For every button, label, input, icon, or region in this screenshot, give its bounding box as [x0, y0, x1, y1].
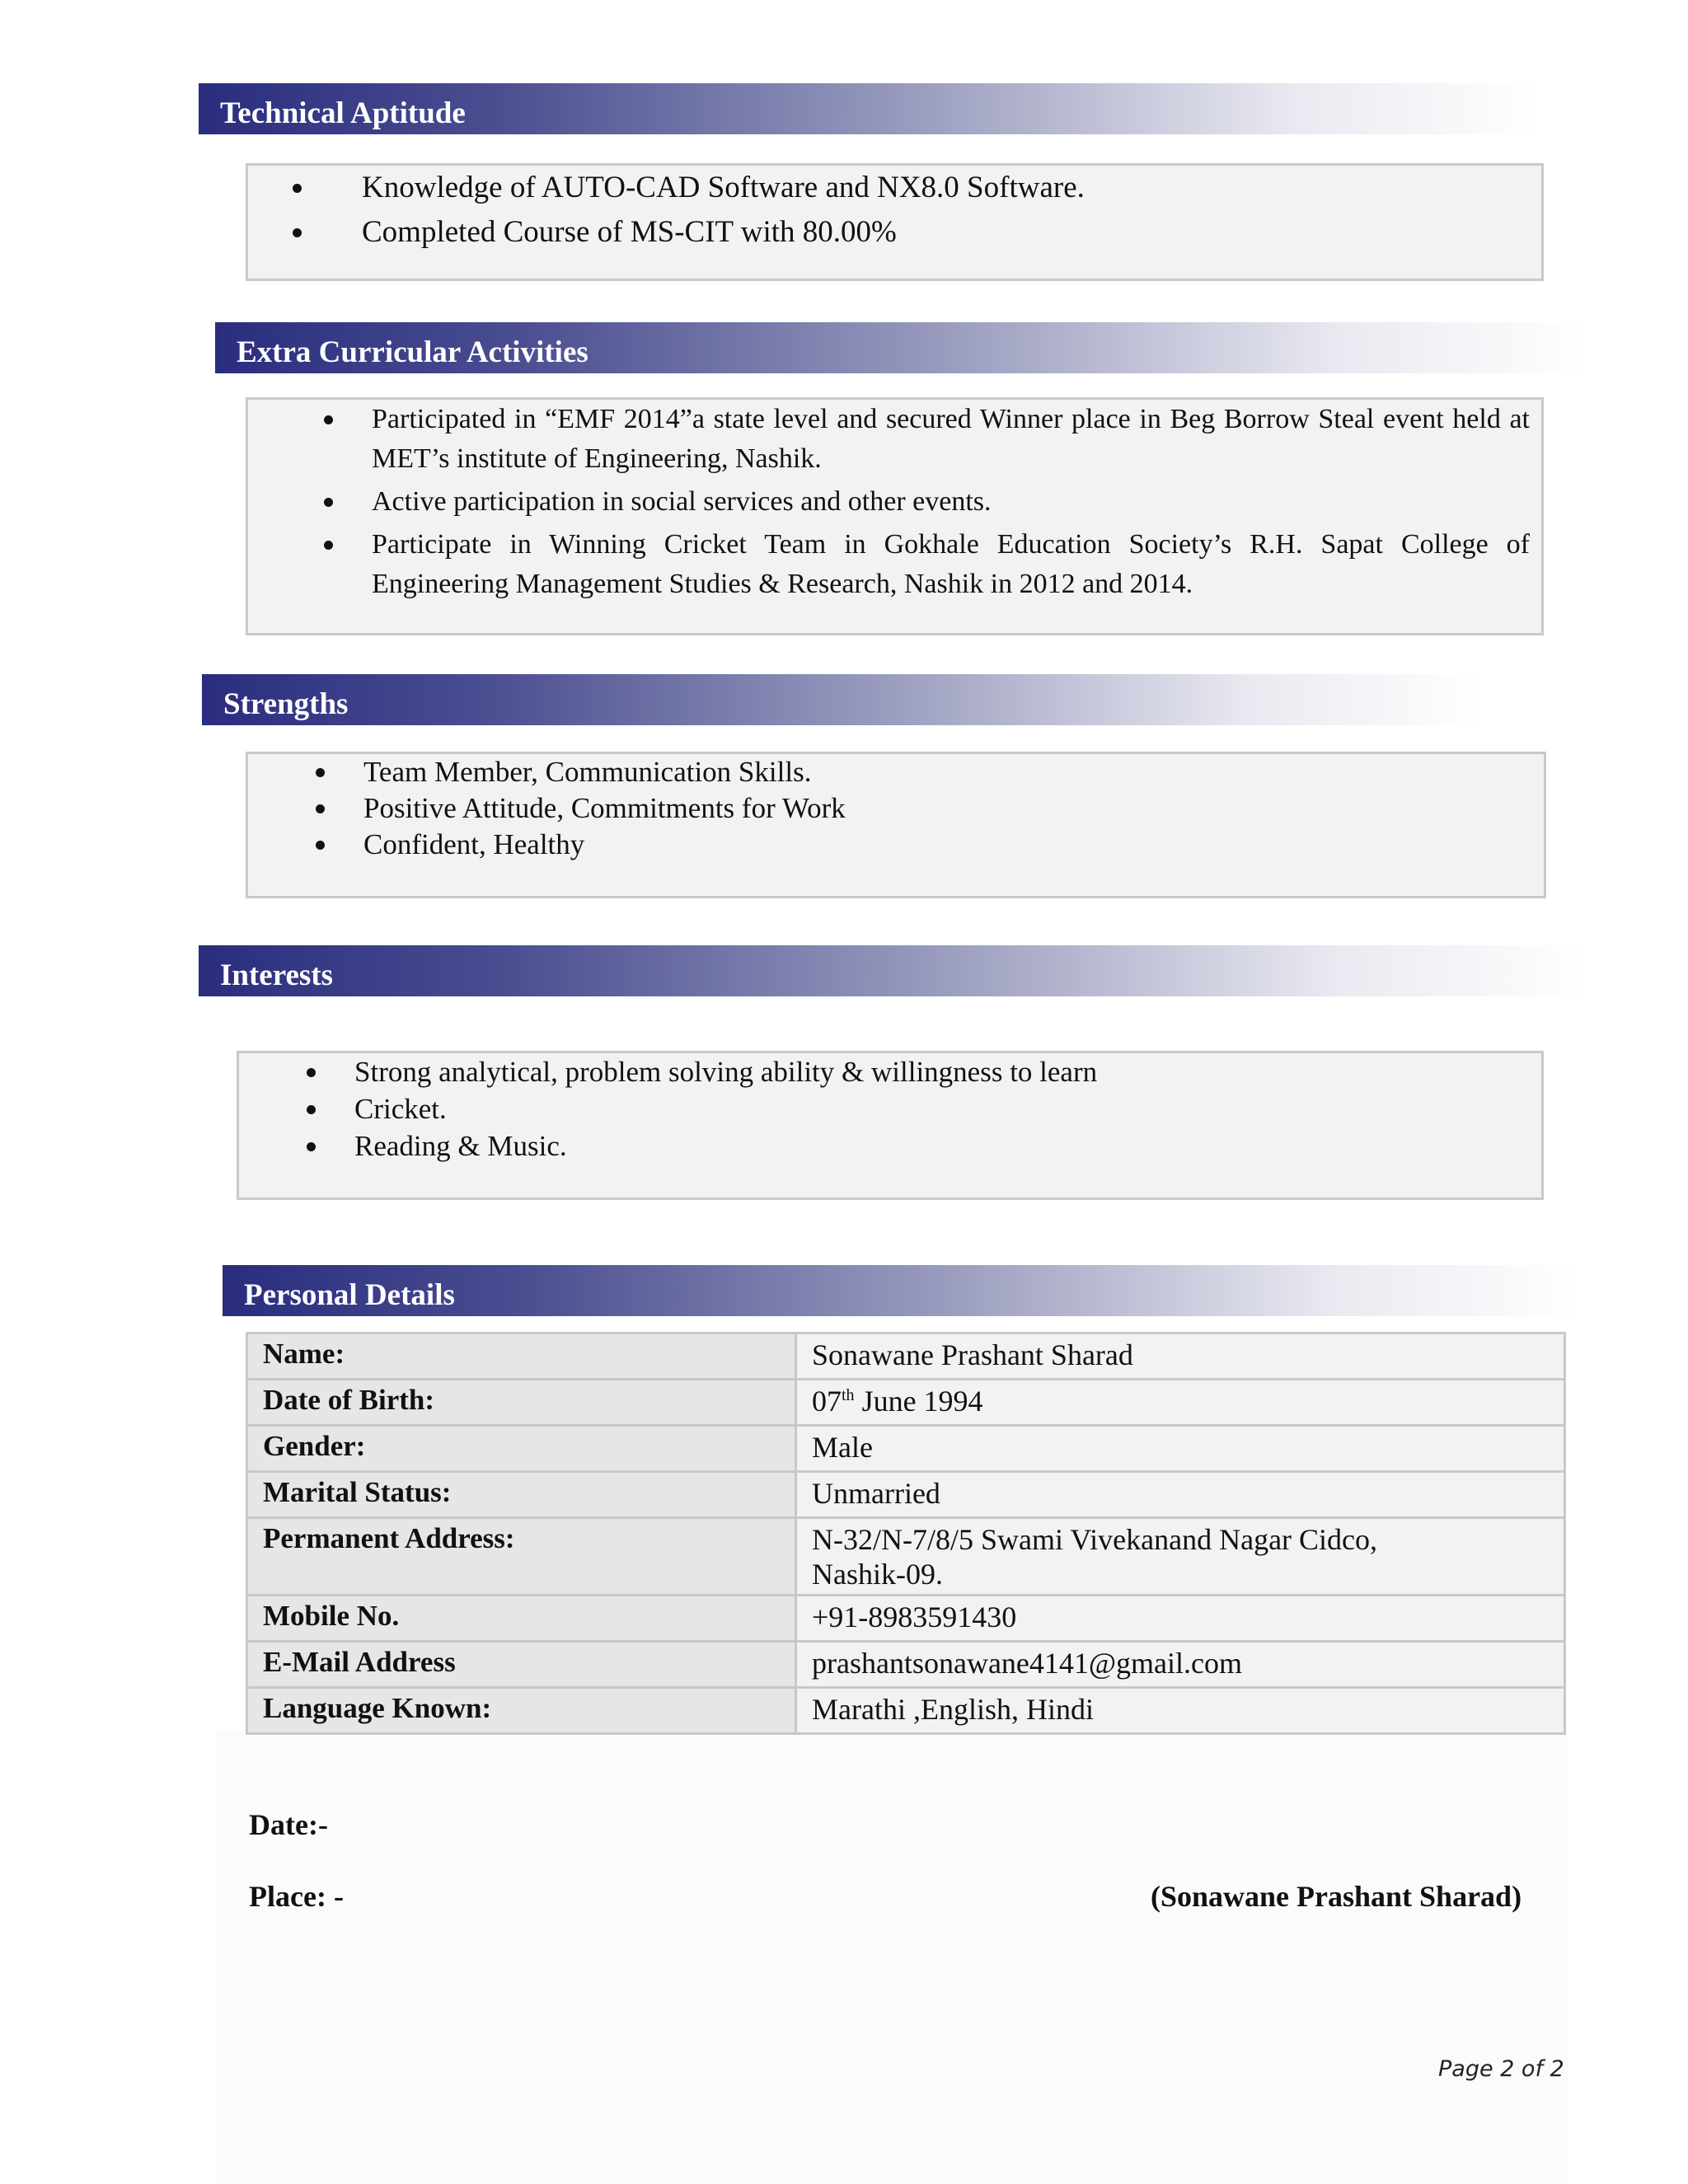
dob-month-year: June 1994: [854, 1385, 983, 1418]
strengths-heading: Strengths: [202, 674, 1479, 725]
dob-day: 07: [812, 1385, 842, 1418]
extra-curricular-list: [248, 400, 1530, 607]
email-label: E-Mail Address: [247, 1642, 796, 1688]
list-item: Participate in Winning Cricket Team in Gokhale Education Society’s R.H. Sapat College of Engineering Management Studies & Research, Nashik in 2012 and 2014.: [248, 525, 1530, 604]
table-row: [247, 1688, 1565, 1734]
page-number: Page 2 of 2: [1438, 2056, 1564, 2082]
strengths-list: [248, 754, 1517, 863]
table-row: [247, 1333, 1565, 1380]
technical-aptitude-list: [248, 166, 1517, 255]
list-item: Positive Attitude, Commitments for Work: [248, 790, 1517, 827]
dob-value: [796, 1380, 1565, 1426]
table-row: [247, 1518, 1565, 1596]
signature-name: (Sonawane Prashant Sharad): [1151, 1880, 1522, 1913]
table-row: [247, 1642, 1565, 1688]
place-label: Place: -: [249, 1880, 344, 1913]
strengths-box: [246, 752, 1546, 898]
list-item: Reading & Music.: [239, 1127, 1508, 1165]
table-row: [247, 1472, 1565, 1518]
email-value[interactable]: prashantsonawane4141@gmail.com: [796, 1642, 1565, 1688]
personal-details-table: [246, 1332, 1566, 1735]
list-item: Completed Course of MS-CIT with 80.00%: [248, 210, 1517, 255]
interests-box: [237, 1051, 1544, 1200]
personal-details-heading: Personal Details: [223, 1265, 1574, 1316]
list-item: Knowledge of AUTO-CAD Software and NX8.0 Software.: [248, 166, 1517, 210]
name-value: Sonawane Prashant Sharad: [796, 1333, 1565, 1380]
address-line-1: N-32/N-7/8/5 Swami Vivekanand Nagar Cidco,: [812, 1523, 1378, 1556]
list-item: Cricket.: [239, 1090, 1508, 1127]
extra-curricular-box: [246, 397, 1544, 635]
marital-status-value: Unmarried: [796, 1472, 1565, 1518]
interests-heading: Interests: [199, 945, 1583, 996]
list-item: Confident, Healthy: [248, 827, 1517, 863]
date-label: Date:-: [249, 1808, 328, 1841]
list-item: Participated in “EMF 2014”a state level and secured Winner place in Beg Borrow Steal event held at MET’s institute of Engineering, Nashik.: [248, 400, 1530, 479]
table-row: [247, 1596, 1565, 1642]
dob-label: Date of Birth:: [247, 1380, 796, 1426]
address-value: [796, 1518, 1565, 1596]
table-row: [247, 1380, 1565, 1426]
address-label: Permanent Address:: [247, 1518, 796, 1596]
technical-aptitude-box: [246, 163, 1544, 281]
list-item: Team Member, Communication Skills.: [248, 754, 1517, 790]
extra-curricular-heading: Extra Curricular Activities: [215, 322, 1583, 373]
gender-label: Gender:: [247, 1426, 796, 1472]
name-label: Name:: [247, 1333, 796, 1380]
language-value: Marathi ,English, Hindi: [796, 1688, 1565, 1734]
list-item: Strong analytical, problem solving ability & willingness to learn: [239, 1053, 1508, 1090]
table-row: [247, 1426, 1565, 1472]
interests-list: [239, 1053, 1508, 1165]
gender-value: Male: [796, 1426, 1565, 1472]
address-line-2: Nashik-09.: [812, 1558, 943, 1591]
mobile-value: +91-8983591430: [796, 1596, 1565, 1642]
language-label: Language Known:: [247, 1688, 796, 1734]
dob-suffix: th: [842, 1386, 855, 1404]
mobile-label: Mobile No.: [247, 1596, 796, 1642]
technical-aptitude-heading: Technical Aptitude: [199, 83, 1534, 134]
page-background: [216, 1731, 1568, 2184]
list-item: Active participation in social services and other events.: [248, 482, 1530, 522]
marital-status-label: Marital Status:: [247, 1472, 796, 1518]
